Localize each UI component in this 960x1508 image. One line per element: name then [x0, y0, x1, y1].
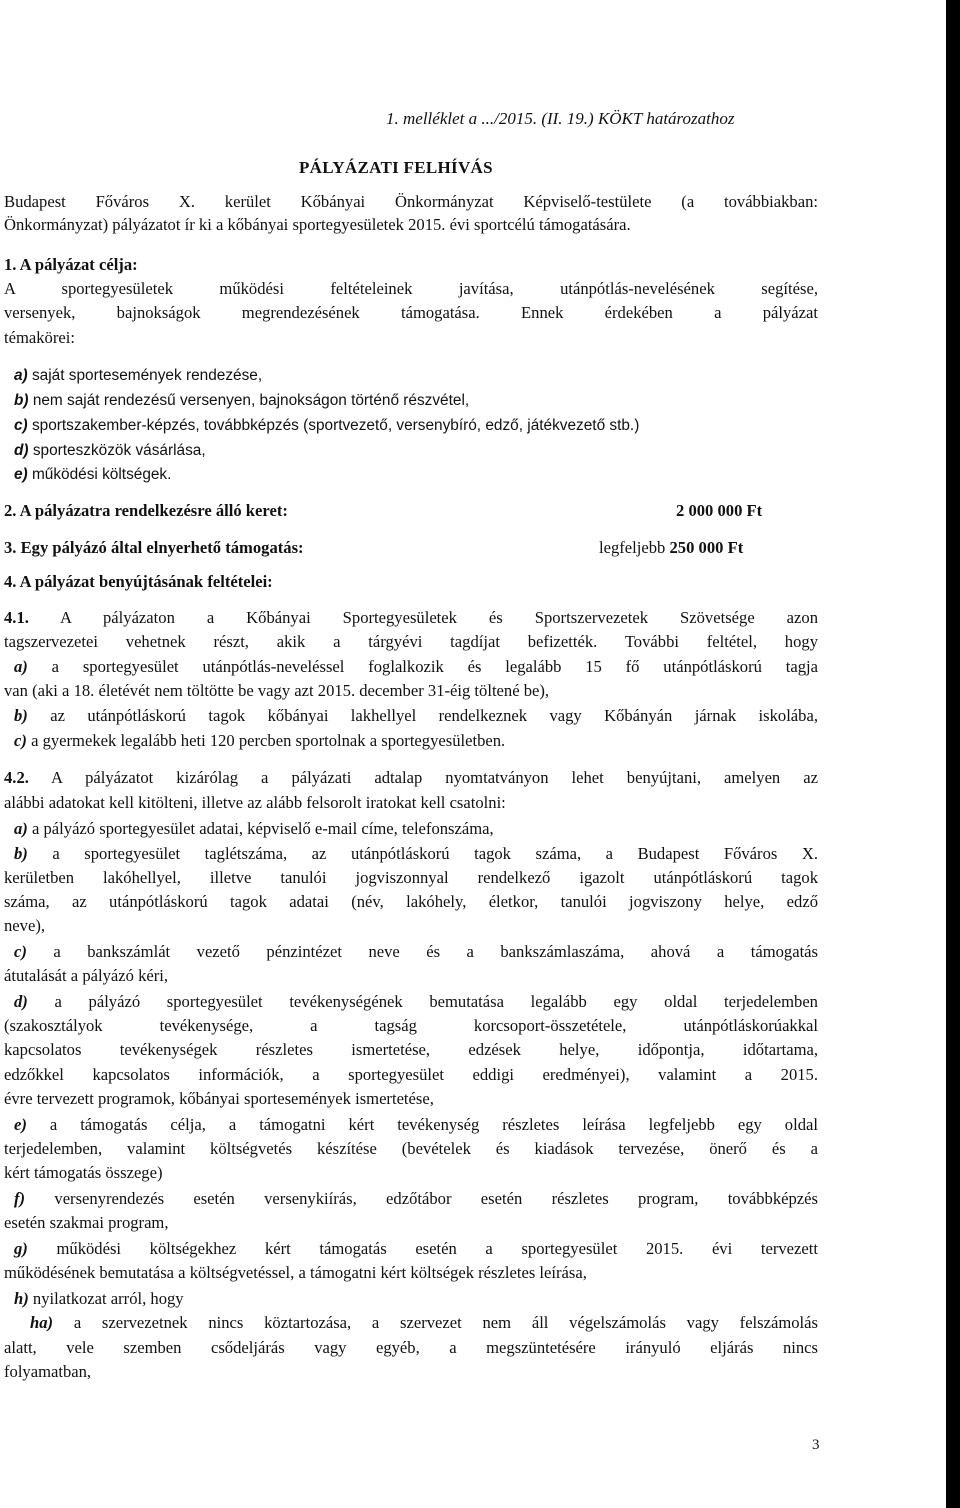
section-1-line-2: versenyek, bajnokságok megrendezésének támogatása. Ennek érdekében a pályázat: [4, 303, 818, 322]
section-4-2-item-d-3: kapcsolatos tevékenységek részletes ismertetése, edzések helye, időpontja, időtartama,: [4, 1040, 818, 1059]
section-4-2-item-ha-3: folyamatban,: [4, 1362, 92, 1381]
section-1-line-3: témakörei:: [4, 328, 75, 347]
section-3-amount: legfeljebb 250 000 Ft: [599, 538, 744, 557]
intro-line-1: Budapest Főváros X. kerület Kőbányai Önkormányzat Képviselő-testülete (a továbbiakban:: [4, 192, 818, 211]
document-title: PÁLYÁZATI FELHÍVÁS: [299, 158, 493, 177]
section-4-2-item-c-1: c) a bankszámlát vezető pénzintézet neve és a bankszámlaszáma, ahová a támogatás: [14, 942, 818, 961]
topic-item-c: c) sportszakember-képzés, továbbképzés (sportvezető, versenybíró, edző, játékvezető stb.): [14, 417, 640, 434]
section-4-heading: 4. A pályázat benyújtásának feltételei:: [4, 572, 273, 591]
section-4-2-line-2: alábbi adatokat kell kitölteni, illetve az alább felsorolt iratokat kell csatolni:: [4, 793, 506, 812]
section-4-1-item-b: b) az utánpótláskorú tagok kőbányai lakhellyel rendelkeznek vagy Kőbányán járnak iskolába,: [14, 706, 818, 725]
section-4-1-line-1: 4.1. A pályázaton a Kőbányai Sportegyesületek és Sportszervezetek Szövetsége azon: [4, 608, 818, 627]
section-4-2-line-1: 4.2. A pályázatot kizárólag a pályázati adtalap nyomtatványon lehet benyújtani, amelyen az: [4, 768, 818, 787]
section-1-heading: 1. A pályázat célja:: [4, 255, 138, 274]
section-4-2-item-d-2: (szakosztályok tevékenysége, a tagság korcsoport-összetétele, utánpótláskorúakkal: [4, 1016, 818, 1035]
section-4-1-item-a-2: van (aki a 18. életévét nem töltötte be vagy azt 2015. december 31-éig töltené be),: [4, 681, 550, 700]
section-2-heading: 2. A pályázatra rendelkezésre álló keret:: [4, 501, 288, 520]
section-4-2-item-e-1: e) a támogatás célja, a támogatni kért tevékenység részletes leírása legfeljebb egy oldal: [14, 1115, 818, 1134]
section-4-2-item-c-2: átutalását a pályázó kéri,: [4, 966, 169, 985]
section-4-2-item-b-3: száma, az utánpótláskorú tagok adatai (név, lakóhely, életkor, tanulói jogviszony helye, edző: [4, 892, 818, 911]
section-4-2-item-f-2: esetén szakmai program,: [4, 1213, 169, 1232]
section-4-2-item-b-2: kerületben lakóhellyel, illetve tanulói jogviszonnyal rendelkező igazolt utánpótláskorú tagok: [4, 868, 818, 887]
topic-item-e: e) működési költségek.: [14, 466, 172, 483]
annex-reference: 1. melléklet a .../2015. (II. 19.) KÖKT határozathoz: [386, 109, 735, 128]
topic-item-b: b) nem saját rendezésű versenyen, bajnokságon történő részvétel,: [14, 392, 470, 409]
section-4-2-item-e-3: kért támogatás összege): [4, 1163, 163, 1182]
section-4-2-item-d-5: évre tervezett programok, kőbányai sportesemények ismertetése,: [4, 1089, 434, 1108]
intro-line-2: Önkormányzat) pályázatot ír ki a kőbányai sportegyesületek 2015. évi sportcélú támogatására.: [4, 215, 631, 234]
section-4-2-item-a: a) a pályázó sportegyesület adatai, képviselő e-mail címe, telefonszáma,: [14, 819, 494, 838]
section-4-2-item-g-1: g) működési költségekhez kért támogatás esetén a sportegyesület 2015. évi tervezett: [14, 1239, 818, 1258]
section-4-2-item-ha-1: ha) a szervezetnek nincs köztartozása, a szervezet nem áll végelszámolás vagy felszámolás: [30, 1313, 818, 1332]
section-3-heading: 3. Egy pályázó által elnyerhető támogatás:: [4, 538, 304, 557]
section-4-1-item-c: c) a gyermekek legalább heti 120 percben sportolnak a sportegyesületben.: [14, 731, 506, 750]
section-4-2-item-b-1: b) a sportegyesület taglétszáma, az utánpótláskorú tagok száma, a Budapest Főváros X.: [14, 844, 818, 863]
section-4-2-item-b-4: neve),: [4, 916, 45, 935]
page-number: 3: [812, 1437, 820, 1453]
section-4-1-item-a-1: a) a sportegyesület utánpótlás-neveléssel foglalkozik és legalább 15 fő utánpótláskorú tagja: [14, 657, 818, 676]
section-4-2-item-e-2: terjedelemben, valamint költségvetés készítése (bevételek és kiadások tervezése, önerő és a: [4, 1139, 818, 1158]
topic-item-a: a) saját sportesemények rendezése,: [14, 367, 263, 384]
section-4-2-item-g-2: működésének bemutatása a költségvetéssel, a támogatni kért költségek részletes leírása,: [4, 1263, 587, 1282]
section-2-amount: 2 000 000 Ft: [676, 501, 763, 520]
scan-edge-bar: [946, 0, 960, 1508]
topic-item-d: d) sporteszközök vásárlása,: [14, 442, 206, 459]
section-4-1-line-2: tagszervezetei vehetnek részt, akik a tárgyévi tagdíjat befizették. További feltétel, hogy: [4, 632, 818, 651]
section-4-2-item-f-1: f) versenyrendezés esetén versenykiírás, edzőtábor esetén részletes program, továbbképzés: [14, 1189, 818, 1208]
section-4-2-item-d-1: d) a pályázó sportegyesület tevékenységének bemutatása legalább egy oldal terjedelemben: [14, 992, 818, 1011]
section-4-2-item-h: h) nyilatkozat arról, hogy: [14, 1289, 184, 1308]
section-4-2-item-ha-2: alatt, vele szemben csődeljárás vagy egyéb, a megszüntetésére irányuló eljárás nincs: [4, 1338, 818, 1357]
section-1-line-1: A sportegyesületek működési feltételeinek javítása, utánpótlás-nevelésének segítése,: [4, 279, 818, 298]
section-4-2-item-d-4: edzőkkel kapcsolatos információk, a sportegyesület eddigi eredményei), valamint a 2015.: [4, 1065, 818, 1084]
